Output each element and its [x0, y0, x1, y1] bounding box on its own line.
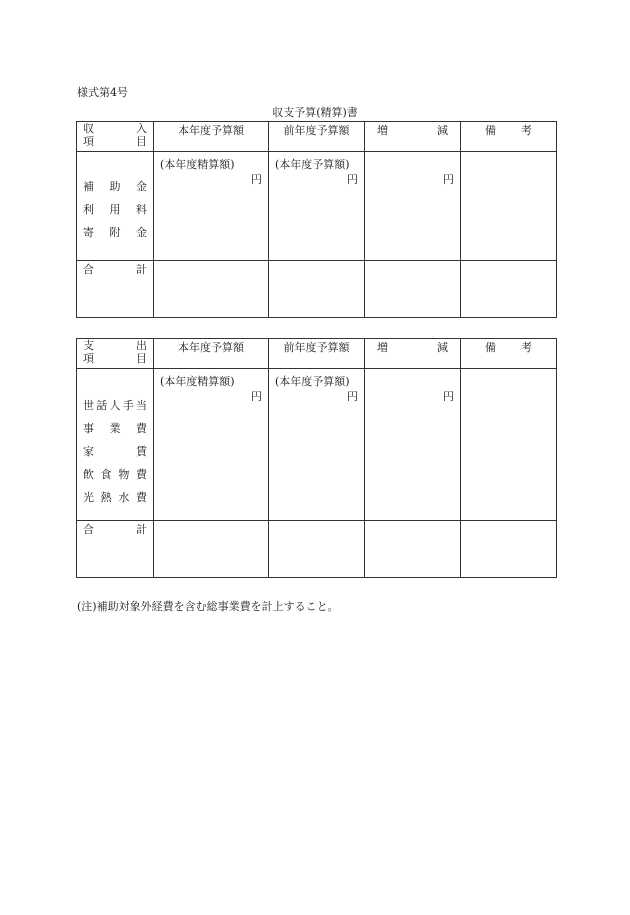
- income-items-cell: [77, 152, 154, 261]
- line-item: [83, 198, 147, 221]
- line-item: [83, 440, 147, 463]
- col-change-char-1: 増: [377, 341, 388, 354]
- income-total-change: [365, 261, 461, 318]
- corner-item-char2: 目: [136, 352, 147, 365]
- corner-item-char: 項: [83, 135, 94, 148]
- line-item-char: 人: [109, 399, 121, 412]
- col-remarks-char-1: 備: [485, 124, 496, 137]
- income-total-remarks: [461, 261, 557, 318]
- expense-items-cell: [77, 369, 154, 521]
- col-change-char-2: 減: [437, 341, 448, 354]
- line-item-char: 世: [83, 399, 94, 412]
- total-char-1: 合: [83, 523, 94, 536]
- corner-expense-char: 支: [83, 339, 94, 352]
- yen-unit: 円: [251, 173, 262, 186]
- corner-item-char2: 目: [136, 135, 147, 148]
- income-remarks-cell: [461, 152, 557, 261]
- corner-entry-char: 入: [136, 122, 147, 135]
- current-settlement-note: (本年度精算額): [160, 158, 235, 171]
- expense-corner-header: [77, 339, 154, 369]
- line-item-char: 水: [118, 491, 130, 504]
- col-change-char-1: 増: [377, 124, 388, 137]
- corner-income-char: 収: [83, 122, 94, 135]
- line-item-char: 光: [83, 491, 94, 504]
- col-previous-budget: 前年度予算額: [269, 122, 365, 152]
- income-change-cell: [365, 152, 461, 261]
- expense-items-list: [77, 369, 153, 509]
- col-current-budget: 本年度予算額: [154, 339, 269, 369]
- col-current-budget: 本年度予算額: [154, 122, 269, 152]
- income-total-current: [154, 261, 269, 318]
- col-remarks: [461, 339, 557, 369]
- expense-total-remarks: [461, 521, 557, 578]
- form-number: 様式第4号: [77, 86, 128, 99]
- total-char-1: 合: [83, 263, 94, 276]
- line-item-char: 事: [83, 422, 94, 435]
- line-item-char: 手: [122, 399, 134, 412]
- col-change: [365, 122, 461, 152]
- income-current-cell: [154, 152, 269, 261]
- expense-total-current: [154, 521, 269, 578]
- col-previous-budget: 前年度予算額: [269, 339, 365, 369]
- line-item: [83, 486, 147, 509]
- previous-budget-note: (本年度予算額): [275, 375, 350, 388]
- col-change-char-2: 減: [437, 124, 448, 137]
- col-remarks-char-2: 考: [521, 341, 532, 354]
- col-remarks: [461, 122, 557, 152]
- yen-unit: 円: [347, 173, 358, 186]
- line-item-char: 料: [136, 203, 147, 216]
- income-corner-header: [77, 122, 154, 152]
- line-item-char: 助: [109, 180, 121, 193]
- expense-total-change: [365, 521, 461, 578]
- line-item-char: 金: [136, 180, 147, 193]
- footnote: (注)補助対象外経費を含む総事業費を計上すること。: [77, 600, 339, 613]
- expense-current-cell: [154, 369, 269, 521]
- line-item-char: 利: [83, 203, 94, 216]
- line-item-char: 当: [136, 399, 147, 412]
- line-item: [83, 175, 147, 198]
- total-char-2: 計: [136, 263, 147, 276]
- expense-total-label-cell: [77, 521, 154, 578]
- col-remarks-char-1: 備: [485, 341, 496, 354]
- yen-unit: 円: [443, 173, 454, 186]
- corner-item-char: 項: [83, 352, 94, 365]
- col-change: [365, 339, 461, 369]
- total-char-2: 計: [136, 523, 147, 536]
- corner-out-char: 出: [136, 339, 147, 352]
- line-item: [83, 463, 147, 486]
- line-item-char: 補: [83, 180, 94, 193]
- line-item-char: 家: [83, 445, 94, 458]
- line-item-char: 業: [109, 422, 121, 435]
- line-item: [83, 417, 147, 440]
- line-item-char: 費: [136, 422, 147, 435]
- col-remarks-char-2: 考: [521, 124, 532, 137]
- line-item-char: 用: [109, 203, 121, 216]
- line-item-char: 熱: [100, 491, 112, 504]
- line-item-char: 費: [135, 491, 147, 504]
- income-table: [76, 121, 557, 318]
- yen-unit: 円: [347, 390, 358, 403]
- yen-unit: 円: [251, 390, 262, 403]
- line-item: [83, 221, 147, 244]
- line-item-char: 物: [118, 468, 130, 481]
- income-previous-cell: [269, 152, 365, 261]
- income-total-previous: [269, 261, 365, 318]
- current-settlement-note: (本年度精算額): [160, 375, 235, 388]
- line-item-char: 附: [109, 226, 121, 239]
- line-item-char: 金: [136, 226, 147, 239]
- expense-remarks-cell: [461, 369, 557, 521]
- line-item-char: 賃: [136, 445, 147, 458]
- expense-change-cell: [365, 369, 461, 521]
- line-item-char: 食: [100, 468, 112, 481]
- expense-table: [76, 338, 557, 578]
- yen-unit: 円: [443, 390, 454, 403]
- line-item: [83, 394, 147, 417]
- line-item-char: 寄: [83, 226, 94, 239]
- previous-budget-note: (本年度予算額): [275, 158, 350, 171]
- document-title: 収支予算(精算)書: [272, 106, 358, 119]
- income-total-label-cell: [77, 261, 154, 318]
- expense-previous-cell: [269, 369, 365, 521]
- income-items-list: [77, 152, 153, 244]
- line-item-char: 費: [135, 468, 147, 481]
- line-item-char: 話: [96, 399, 108, 412]
- line-item-char: 飲: [83, 468, 94, 481]
- expense-total-previous: [269, 521, 365, 578]
